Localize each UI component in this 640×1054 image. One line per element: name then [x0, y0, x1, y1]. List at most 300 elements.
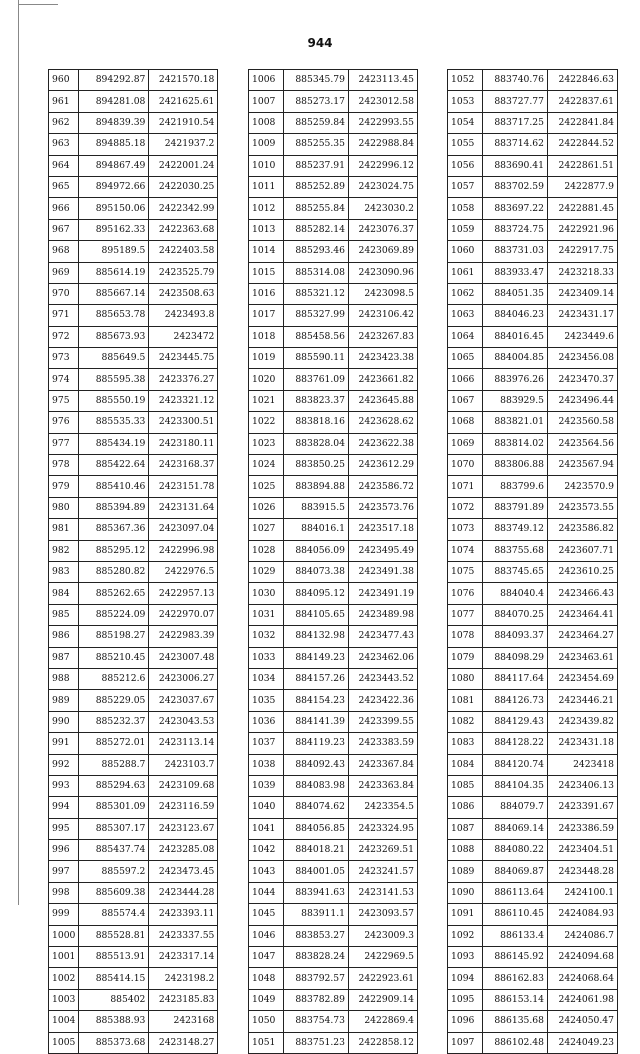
y-coordinate-cell: 2422921.96: [548, 219, 618, 240]
table-row: [49, 882, 218, 903]
y-coordinate-cell: 2423445.75: [149, 348, 218, 369]
point-index-cell: 1066: [448, 369, 483, 390]
point-index-cell: 1033: [249, 647, 284, 668]
table-row: [448, 989, 618, 1010]
y-coordinate-cell: 2421570.18: [149, 70, 218, 91]
point-index-cell: 960: [49, 70, 79, 91]
table-row: [448, 861, 618, 882]
x-coordinate-cell: 885673.93: [79, 326, 149, 347]
y-coordinate-cell: 2423393.11: [149, 904, 218, 925]
point-index-cell: 1042: [249, 840, 284, 861]
point-index-cell: 1027: [249, 519, 284, 540]
point-index-cell: 1005: [49, 1032, 79, 1053]
y-coordinate-cell: 2423517.18: [349, 519, 418, 540]
table-row: [448, 455, 618, 476]
table-row: [49, 390, 218, 411]
point-index-cell: 1029: [249, 561, 284, 582]
y-coordinate-cell: 2423477.43: [349, 626, 418, 647]
table-row: [49, 840, 218, 861]
y-coordinate-cell: 2423383.59: [349, 733, 418, 754]
x-coordinate-cell: 885574.4: [79, 904, 149, 925]
x-coordinate-cell: 885280.82: [79, 561, 149, 582]
table-row: [49, 91, 218, 112]
y-coordinate-cell: 2421625.61: [149, 91, 218, 112]
y-coordinate-cell: 2422837.61: [548, 91, 618, 112]
x-coordinate-cell: 884105.65: [284, 604, 349, 625]
table-row: [49, 947, 218, 968]
point-index-cell: 1046: [249, 925, 284, 946]
table-row: [448, 690, 618, 711]
y-coordinate-cell: 2422976.5: [149, 561, 218, 582]
x-coordinate-cell: 894839.39: [79, 112, 149, 133]
table-row: [49, 519, 218, 540]
table-row: [249, 968, 418, 989]
x-coordinate-cell: 885314.08: [284, 262, 349, 283]
x-coordinate-cell: 883915.5: [284, 497, 349, 518]
table-row: [49, 219, 218, 240]
table-row: [49, 476, 218, 497]
y-coordinate-cell: 2422969.5: [349, 947, 418, 968]
x-coordinate-cell: 883714.62: [483, 134, 548, 155]
table-row: [49, 540, 218, 561]
x-coordinate-cell: 894867.49: [79, 155, 149, 176]
y-coordinate-cell: 2423321.12: [149, 390, 218, 411]
point-index-cell: 1002: [49, 968, 79, 989]
point-index-cell: 970: [49, 283, 79, 304]
x-coordinate-cell: 895189.5: [79, 241, 149, 262]
x-coordinate-cell: 885255.84: [284, 198, 349, 219]
point-index-cell: 965: [49, 176, 79, 197]
y-coordinate-cell: 2423098.5: [349, 283, 418, 304]
table-row: [448, 968, 618, 989]
y-coordinate-cell: 2423141.53: [349, 882, 418, 903]
x-coordinate-cell: 884051.35: [483, 283, 548, 304]
point-index-cell: 1035: [249, 690, 284, 711]
y-coordinate-cell: 2423573.76: [349, 497, 418, 518]
point-index-cell: 1031: [249, 604, 284, 625]
table-row: [249, 668, 418, 689]
point-index-cell: 1084: [448, 754, 483, 775]
x-coordinate-cell: 885653.78: [79, 305, 149, 326]
point-index-cell: 969: [49, 262, 79, 283]
x-coordinate-cell: 886162.83: [483, 968, 548, 989]
y-coordinate-cell: 2422858.12: [349, 1032, 418, 1053]
point-index-cell: 1023: [249, 433, 284, 454]
x-coordinate-cell: 885434.19: [79, 433, 149, 454]
point-index-cell: 1009: [249, 134, 284, 155]
point-index-cell: 1072: [448, 497, 483, 518]
table-row: [249, 1032, 418, 1053]
point-index-cell: 1079: [448, 647, 483, 668]
x-coordinate-cell: 885301.09: [79, 797, 149, 818]
y-coordinate-cell: 2423431.17: [548, 305, 618, 326]
table-row: [49, 283, 218, 304]
x-coordinate-cell: 885212.6: [79, 668, 149, 689]
table-row: [249, 818, 418, 839]
y-coordinate-cell: 2423097.04: [149, 519, 218, 540]
point-index-cell: 996: [49, 840, 79, 861]
x-coordinate-cell: 884016.45: [483, 326, 548, 347]
x-coordinate-cell: 885597.2: [79, 861, 149, 882]
point-index-cell: 1025: [249, 476, 284, 497]
y-coordinate-cell: 2423367.84: [349, 754, 418, 775]
table-row: [249, 519, 418, 540]
table-row: [49, 561, 218, 582]
y-coordinate-cell: 2423317.14: [149, 947, 218, 968]
x-coordinate-cell: 883740.76: [483, 70, 548, 91]
table-row: [249, 155, 418, 176]
x-coordinate-cell: 883697.22: [483, 198, 548, 219]
y-coordinate-cell: 2423622.38: [349, 433, 418, 454]
y-coordinate-cell: 2423300.51: [149, 412, 218, 433]
point-index-cell: 1052: [448, 70, 483, 91]
table-row: [49, 326, 218, 347]
table-row: [49, 668, 218, 689]
table-row: [249, 134, 418, 155]
table-row: [49, 733, 218, 754]
y-coordinate-cell: 2422001.24: [149, 155, 218, 176]
x-coordinate-cell: 884095.12: [284, 583, 349, 604]
x-coordinate-cell: 883731.03: [483, 241, 548, 262]
table-row: [49, 604, 218, 625]
table-row: [448, 775, 618, 796]
point-index-cell: 1000: [49, 925, 79, 946]
y-coordinate-cell: 2423612.29: [349, 455, 418, 476]
point-index-cell: 1095: [448, 989, 483, 1010]
table-row: [448, 241, 618, 262]
table-row: [49, 583, 218, 604]
point-index-cell: 966: [49, 198, 79, 219]
x-coordinate-cell: 884069.14: [483, 818, 548, 839]
x-coordinate-cell: 886133.4: [483, 925, 548, 946]
table-row: [249, 626, 418, 647]
table-row: [249, 390, 418, 411]
x-coordinate-cell: 884157.26: [284, 668, 349, 689]
point-index-cell: 1077: [448, 604, 483, 625]
x-coordinate-cell: 886110.45: [483, 904, 548, 925]
table-row: [249, 348, 418, 369]
x-coordinate-cell: 883894.88: [284, 476, 349, 497]
point-index-cell: 994: [49, 797, 79, 818]
y-coordinate-cell: 2423113.45: [349, 70, 418, 91]
point-index-cell: 1001: [49, 947, 79, 968]
point-index-cell: 1008: [249, 112, 284, 133]
point-index-cell: 961: [49, 91, 79, 112]
x-coordinate-cell: 883724.75: [483, 219, 548, 240]
y-coordinate-cell: 2423645.88: [349, 390, 418, 411]
y-coordinate-cell: 2423007.48: [149, 647, 218, 668]
x-coordinate-cell: 885550.19: [79, 390, 149, 411]
table-row: [448, 176, 618, 197]
table-row: [49, 690, 218, 711]
point-index-cell: 1047: [249, 947, 284, 968]
point-index-cell: 1058: [448, 198, 483, 219]
table-row: [448, 818, 618, 839]
point-index-cell: 1091: [448, 904, 483, 925]
point-index-cell: 1060: [448, 241, 483, 262]
x-coordinate-cell: 885458.56: [284, 326, 349, 347]
point-index-cell: 972: [49, 326, 79, 347]
y-coordinate-cell: 2423131.64: [149, 497, 218, 518]
x-coordinate-cell: 885237.91: [284, 155, 349, 176]
table-row: [448, 1011, 618, 1032]
table-row: [249, 797, 418, 818]
x-coordinate-cell: 884069.87: [483, 861, 548, 882]
y-coordinate-cell: 2423573.55: [548, 497, 618, 518]
point-index-cell: 1054: [448, 112, 483, 133]
x-coordinate-cell: 885410.46: [79, 476, 149, 497]
y-coordinate-cell: 2424086.7: [548, 925, 618, 946]
table-row: [49, 134, 218, 155]
table-row: [49, 925, 218, 946]
point-index-cell: 1049: [249, 989, 284, 1010]
table-row: [448, 947, 618, 968]
table-row: [49, 861, 218, 882]
table-row: [249, 754, 418, 775]
y-coordinate-cell: 2423610.25: [548, 561, 618, 582]
y-coordinate-cell: 2423466.43: [548, 583, 618, 604]
y-coordinate-cell: 2423090.96: [349, 262, 418, 283]
y-coordinate-cell: 2423464.27: [548, 626, 618, 647]
y-coordinate-cell: 2423661.82: [349, 369, 418, 390]
y-coordinate-cell: 2423198.2: [149, 968, 218, 989]
point-index-cell: 1064: [448, 326, 483, 347]
x-coordinate-cell: 883717.25: [483, 112, 548, 133]
point-index-cell: 963: [49, 134, 79, 155]
point-index-cell: 1034: [249, 668, 284, 689]
point-index-cell: 974: [49, 369, 79, 390]
x-coordinate-cell: 894281.08: [79, 91, 149, 112]
x-coordinate-cell: 885327.99: [284, 305, 349, 326]
y-coordinate-cell: 2423009.3: [349, 925, 418, 946]
point-index-cell: 962: [49, 112, 79, 133]
x-coordinate-cell: 885282.14: [284, 219, 349, 240]
y-coordinate-cell: 2423030.2: [349, 198, 418, 219]
x-coordinate-cell: 884129.43: [483, 711, 548, 732]
point-index-cell: 1032: [249, 626, 284, 647]
x-coordinate-cell: 894292.87: [79, 70, 149, 91]
table-row: [249, 925, 418, 946]
coordinate-table-3: [447, 69, 618, 1054]
x-coordinate-cell: 884098.29: [483, 647, 548, 668]
table-row: [448, 348, 618, 369]
x-coordinate-cell: 885609.38: [79, 882, 149, 903]
table-row: [49, 904, 218, 925]
y-coordinate-cell: 2423376.27: [149, 369, 218, 390]
table-row: [49, 262, 218, 283]
x-coordinate-cell: 884056.09: [284, 540, 349, 561]
point-index-cell: 1059: [448, 219, 483, 240]
y-coordinate-cell: 2423180.11: [149, 433, 218, 454]
table-row: [448, 604, 618, 625]
y-coordinate-cell: 2423148.27: [149, 1032, 218, 1053]
table-row: [448, 904, 618, 925]
point-index-cell: 1030: [249, 583, 284, 604]
x-coordinate-cell: 885272.01: [79, 733, 149, 754]
y-coordinate-cell: 2424068.64: [548, 968, 618, 989]
table-row: [249, 198, 418, 219]
point-index-cell: 1043: [249, 861, 284, 882]
x-coordinate-cell: 884117.64: [483, 668, 548, 689]
table-row: [49, 112, 218, 133]
y-coordinate-cell: 2422363.68: [149, 219, 218, 240]
y-coordinate-cell: 2423409.14: [548, 283, 618, 304]
point-index-cell: 1007: [249, 91, 284, 112]
point-index-cell: 1011: [249, 176, 284, 197]
x-coordinate-cell: 885288.7: [79, 754, 149, 775]
y-coordinate-cell: 2422877.9: [548, 176, 618, 197]
table-row: [49, 647, 218, 668]
x-coordinate-cell: 894885.18: [79, 134, 149, 155]
table-row: [249, 326, 418, 347]
x-coordinate-cell: 884083.98: [284, 775, 349, 796]
y-coordinate-cell: 2422970.07: [149, 604, 218, 625]
y-coordinate-cell: 2423185.83: [149, 989, 218, 1010]
table-row: [49, 348, 218, 369]
point-index-cell: 987: [49, 647, 79, 668]
coordinate-table-1: [48, 69, 218, 1054]
table-row: [49, 797, 218, 818]
x-coordinate-cell: 884141.39: [284, 711, 349, 732]
y-coordinate-cell: 2422881.45: [548, 198, 618, 219]
y-coordinate-cell: 2423586.82: [548, 519, 618, 540]
point-index-cell: 1070: [448, 455, 483, 476]
x-coordinate-cell: 884056.85: [284, 818, 349, 839]
point-index-cell: 1028: [249, 540, 284, 561]
point-index-cell: 1039: [249, 775, 284, 796]
x-coordinate-cell: 883791.89: [483, 497, 548, 518]
point-index-cell: 1022: [249, 412, 284, 433]
x-coordinate-cell: 884093.37: [483, 626, 548, 647]
y-coordinate-cell: 2423386.59: [548, 818, 618, 839]
table-row: [249, 904, 418, 925]
x-coordinate-cell: 885273.17: [284, 91, 349, 112]
x-coordinate-cell: 885535.33: [79, 412, 149, 433]
x-coordinate-cell: 885210.45: [79, 647, 149, 668]
table-row: [448, 155, 618, 176]
x-coordinate-cell: 884126.73: [483, 690, 548, 711]
x-coordinate-cell: 883761.09: [284, 369, 349, 390]
table-row: [49, 455, 218, 476]
y-coordinate-cell: 2423267.83: [349, 326, 418, 347]
x-coordinate-cell: 884079.7: [483, 797, 548, 818]
table-row: [49, 497, 218, 518]
y-coordinate-cell: 2422988.84: [349, 134, 418, 155]
point-index-cell: 1090: [448, 882, 483, 903]
point-index-cell: 1041: [249, 818, 284, 839]
x-coordinate-cell: 884070.25: [483, 604, 548, 625]
table-row: [49, 968, 218, 989]
y-coordinate-cell: 2423491.38: [349, 561, 418, 582]
x-coordinate-cell: 883792.57: [284, 968, 349, 989]
table-row: [49, 305, 218, 326]
y-coordinate-cell: 2423418: [548, 754, 618, 775]
y-coordinate-cell: 2421937.2: [149, 134, 218, 155]
y-coordinate-cell: 2423449.6: [548, 326, 618, 347]
point-index-cell: 1057: [448, 176, 483, 197]
x-coordinate-cell: 883828.04: [284, 433, 349, 454]
y-coordinate-cell: 2423491.19: [349, 583, 418, 604]
y-coordinate-cell: 2424094.68: [548, 947, 618, 968]
point-index-cell: 986: [49, 626, 79, 647]
y-coordinate-cell: 2424050.47: [548, 1011, 618, 1032]
x-coordinate-cell: 883690.41: [483, 155, 548, 176]
table-row: [249, 91, 418, 112]
point-index-cell: 975: [49, 390, 79, 411]
point-index-cell: 982: [49, 540, 79, 561]
table-row: [249, 219, 418, 240]
x-coordinate-cell: 884001.05: [284, 861, 349, 882]
table-row: [49, 198, 218, 219]
y-coordinate-cell: 2422909.14: [349, 989, 418, 1010]
y-coordinate-cell: 2423422.36: [349, 690, 418, 711]
table-row: [249, 1011, 418, 1032]
table-row: [49, 1032, 218, 1053]
table-row: [249, 70, 418, 91]
y-coordinate-cell: 2422983.39: [149, 626, 218, 647]
x-coordinate-cell: 885262.65: [79, 583, 149, 604]
table-row: [448, 91, 618, 112]
point-index-cell: 1050: [249, 1011, 284, 1032]
point-index-cell: 1015: [249, 262, 284, 283]
point-index-cell: 983: [49, 561, 79, 582]
y-coordinate-cell: 2423406.13: [548, 775, 618, 796]
point-index-cell: 1073: [448, 519, 483, 540]
point-index-cell: 1085: [448, 775, 483, 796]
point-index-cell: 1078: [448, 626, 483, 647]
point-index-cell: 977: [49, 433, 79, 454]
point-index-cell: 1061: [448, 262, 483, 283]
point-index-cell: 1087: [448, 818, 483, 839]
y-coordinate-cell: 2424100.1: [548, 882, 618, 903]
point-index-cell: 1038: [249, 754, 284, 775]
coordinate-table-2: [248, 69, 418, 1054]
x-coordinate-cell: 885402: [79, 989, 149, 1010]
y-coordinate-cell: 2423470.37: [548, 369, 618, 390]
y-coordinate-cell: 2422861.51: [548, 155, 618, 176]
x-coordinate-cell: 883828.24: [284, 947, 349, 968]
point-index-cell: 967: [49, 219, 79, 240]
x-coordinate-cell: 885198.27: [79, 626, 149, 647]
point-index-cell: 1092: [448, 925, 483, 946]
y-coordinate-cell: 2423006.27: [149, 668, 218, 689]
y-coordinate-cell: 2424049.23: [548, 1032, 618, 1053]
table-row: [448, 198, 618, 219]
x-coordinate-cell: 884040.4: [483, 583, 548, 604]
table-row: [448, 305, 618, 326]
x-coordinate-cell: 885667.14: [79, 283, 149, 304]
point-index-cell: 1053: [448, 91, 483, 112]
y-coordinate-cell: 2423168.37: [149, 455, 218, 476]
x-coordinate-cell: 884149.23: [284, 647, 349, 668]
table-row: [49, 241, 218, 262]
table-row: [448, 390, 618, 411]
table-row: [448, 283, 618, 304]
table-row: [249, 733, 418, 754]
point-index-cell: 1018: [249, 326, 284, 347]
x-coordinate-cell: 883727.77: [483, 91, 548, 112]
x-coordinate-cell: 886113.64: [483, 882, 548, 903]
scan-top-mark: [18, 4, 58, 5]
point-index-cell: 1026: [249, 497, 284, 518]
x-coordinate-cell: 885252.89: [284, 176, 349, 197]
x-coordinate-cell: 885367.36: [79, 519, 149, 540]
x-coordinate-cell: 885224.09: [79, 604, 149, 625]
table-row: [249, 840, 418, 861]
y-coordinate-cell: 2422869.4: [349, 1011, 418, 1032]
x-coordinate-cell: 884073.38: [284, 561, 349, 582]
y-coordinate-cell: 2423024.75: [349, 176, 418, 197]
